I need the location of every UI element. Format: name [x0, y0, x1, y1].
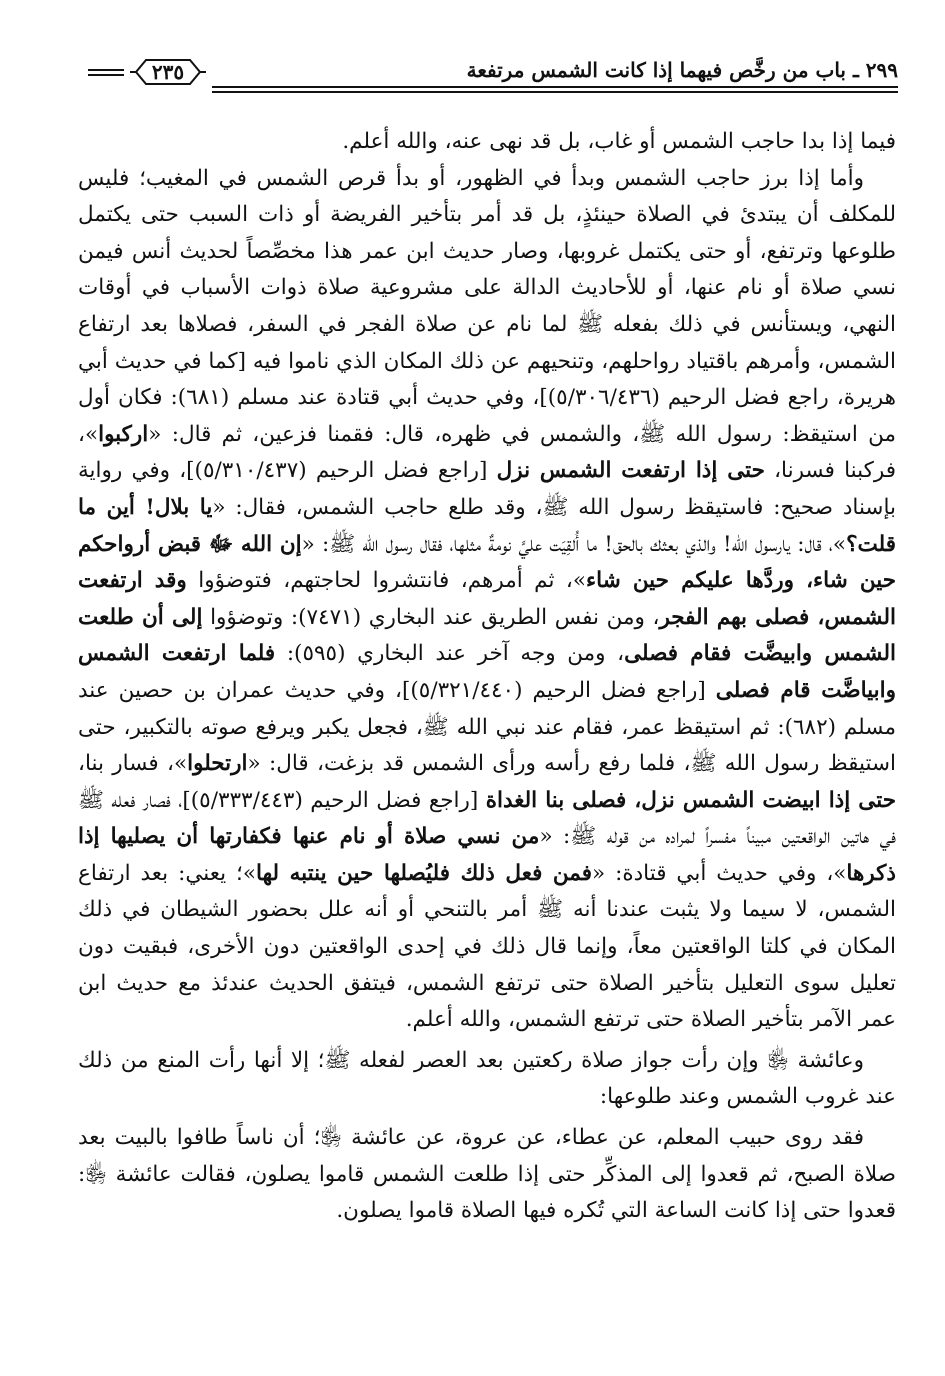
- text-run: فقد روى حبيب المعلم، عن عطاء، عن عروة، عن عائشة ﵂؛ أن ناساً طافوا بالبيت بعد صلاة الصبح، ثم قعدوا إلى المذكِّر حتى إذا طلعت الشمس قاموا يصلون، فقالت عائشة ﵂: قعدوا حتى إذا كانت الساعة التي تُكره فيها الصلاة قاموا يصلون.: [78, 1125, 896, 1224]
- bold-quote: يا بلال! أين ما قلت؟: [78, 494, 896, 557]
- text-run: [راجع فضل الرحيم (٥/٣٢١/٤٤٠)]، وفي حديث عمران بن حصين عند مسلم (٦٨٢): ثم استيقظ عمر، فقام عند نبي الله ﷺ، فجعل يكبر ويرفع صوته بالتكبير، حتى استيقظ رسول الله ﷺ، فلما رفع رأسه ورأى الشمس قد بزغت، قال: «: [78, 677, 897, 777]
- bold-quote: اركبوا: [98, 421, 149, 447]
- text-run: »، ثم أمرهم، فانتشروا لحاجتهم، فتوضؤوا: [186, 568, 587, 594]
- text-run: [راجع فضل الرحيم (٥/٣٣٣/٤٤٣)]، فصار فعله ﷺ في هاتين الواقعتين مبيناً مفسراً لمراده من قوله ﷺ: «: [78, 787, 896, 850]
- text-run: ، ومن نفس الطريق عند البخاري (٧٤٧١): وتوضؤوا: [202, 604, 660, 630]
- paragraph: [78, 1120, 896, 1230]
- text-run: »، وفي حديث أبي قتادة: «: [592, 860, 847, 886]
- paragraph: [78, 161, 896, 1039]
- text-run: [راجع فضل الرحيم (٥/٣١٠/٤٣٧)]، وفي رواية بإسناد صحيح: فاستيقظ رسول الله ﷺ، وقد طلع حاجب الشمس، فقال: «: [78, 458, 896, 520]
- text-run: »، فركبنا فسرنا،: [78, 421, 896, 484]
- text-run: وأما إذا برز حاجب الشمس وبدأ في الظهور، أو بدأ قرص الشمس في المغيب؛ فليس للمكلف أن يبتدئ في الصلاة حينئذٍ، بل قد أمر بتأخير الفريضة أو ذات السبب حتى يكتمل طلوعها وترتفع، أو حتى يكتمل غروبها، وصار حديث ابن عمر هذا مخصِّصاً لحديث أنس فيمن نسي صلاة أو نام عنها، أو للأحاديث الدالة على مشروعية صلاة ذوات الأسباب في أوقات النهي، ويستأنس في ذلك بفعله ﷺ لما نام عن صلاة الفجر في السفر، فصلاها بعد ارتفاع الشمس، وأمرهم باقتياد رواحلهم، وتنحيهم عن ذلك المكان الذي ناموا فيه [كما في حديث أبي هريرة، راجع فضل الرحيم (٥/٣٠٦/٤٣٦)]، وفي حديث أبي قتادة عند مسلم (٦٨١): فكان أول من استيقظ: رسول الله ﷺ، والشمس في ظهره، قال: فقمنا فزعين، ثم قال: «: [78, 165, 897, 447]
- text-run: وعائشة ﵂ وإن رأت جواز صلاة ركعتين بعد العصر لفعله ﷺ؛ إلا أنها رأت المنع من ذلك عند غروب الشمس وعند طلوعها:: [78, 1047, 896, 1110]
- bold-quote: فمن فعل ذلك فليُصلها حين ينتبه لها: [256, 860, 592, 886]
- bold-quote: إن الله ﷻ قبض أرواحكم حين شاء، وردَّها عليكم حين شاء: [78, 531, 896, 594]
- text-run: فيما إذا بدا حاجب الشمس أو غاب، بل قد نهى عنه، والله أعلم.: [342, 129, 896, 154]
- bold-quote: وقد ارتفعت الشمس، فصلى بهم الفجر: [78, 568, 897, 630]
- text-run: ، ومن وجه آخر عند البخاري (٥٩٥):: [275, 641, 625, 667]
- page-number: ٢٣٥: [151, 60, 185, 84]
- bold-quote: حتى إذا ابيضت الشمس نزل، فصلى بنا الغداة: [485, 787, 896, 813]
- bold-quote: ارتحلوا: [187, 751, 248, 777]
- bold-quote: إلى أن طلعت الشمس وابيضَّت فقام فصلى: [78, 604, 897, 667]
- bold-quote: من نسي صلاة أو نام عنها فكفارتها أن يصليها إذا ذكرها: [78, 824, 896, 886]
- body-text: [78, 124, 896, 1230]
- header-rule-left: [88, 69, 124, 79]
- header-rule: [212, 86, 898, 96]
- chapter-title: ٢٩٩ ـ باب من رخَّص فيهما إذا كانت الشمس مرتفعة: [466, 58, 898, 82]
- bold-quote: حتى إذا ارتفعت الشمس نزل: [496, 458, 765, 484]
- page-number-ornament: [128, 56, 208, 88]
- paragraph: [78, 124, 896, 161]
- text-run: »؛ يعني: بعد ارتفاع الشمس، لا سيما ولا يثبت عندنا أنه ﷺ أمر بالتنحي أو أنه علل بحضور الشيطان في ذلك المكان في كلتا الواقعتين معاً، وإنما قال ذلك في إحدى الواقعتين دون الأخرى، فبقيت دون تعليل سوى التعليل بتأخير الصلاة حتى ترتفع الشمس، فيتفق الحديث عندئذ مع حديث ابن عمر الآمر بتأخير الصلاة حتى ترتفع الشمس، والله أعلم.: [78, 860, 896, 1033]
- paragraph: [78, 1043, 896, 1116]
- bold-quote: فلما ارتفعت الشمس وابياضَّت قام فصلى: [78, 641, 896, 703]
- text-run: »، فسار بنا،: [78, 751, 188, 777]
- text-run: »، قال: يارسول الله! والذي بعثك بالحق! ما أُلقِيَت عليَّ نومةٌ مثلها، فقال رسول الله ﷺ: «: [301, 531, 847, 557]
- page-header: [88, 56, 898, 94]
